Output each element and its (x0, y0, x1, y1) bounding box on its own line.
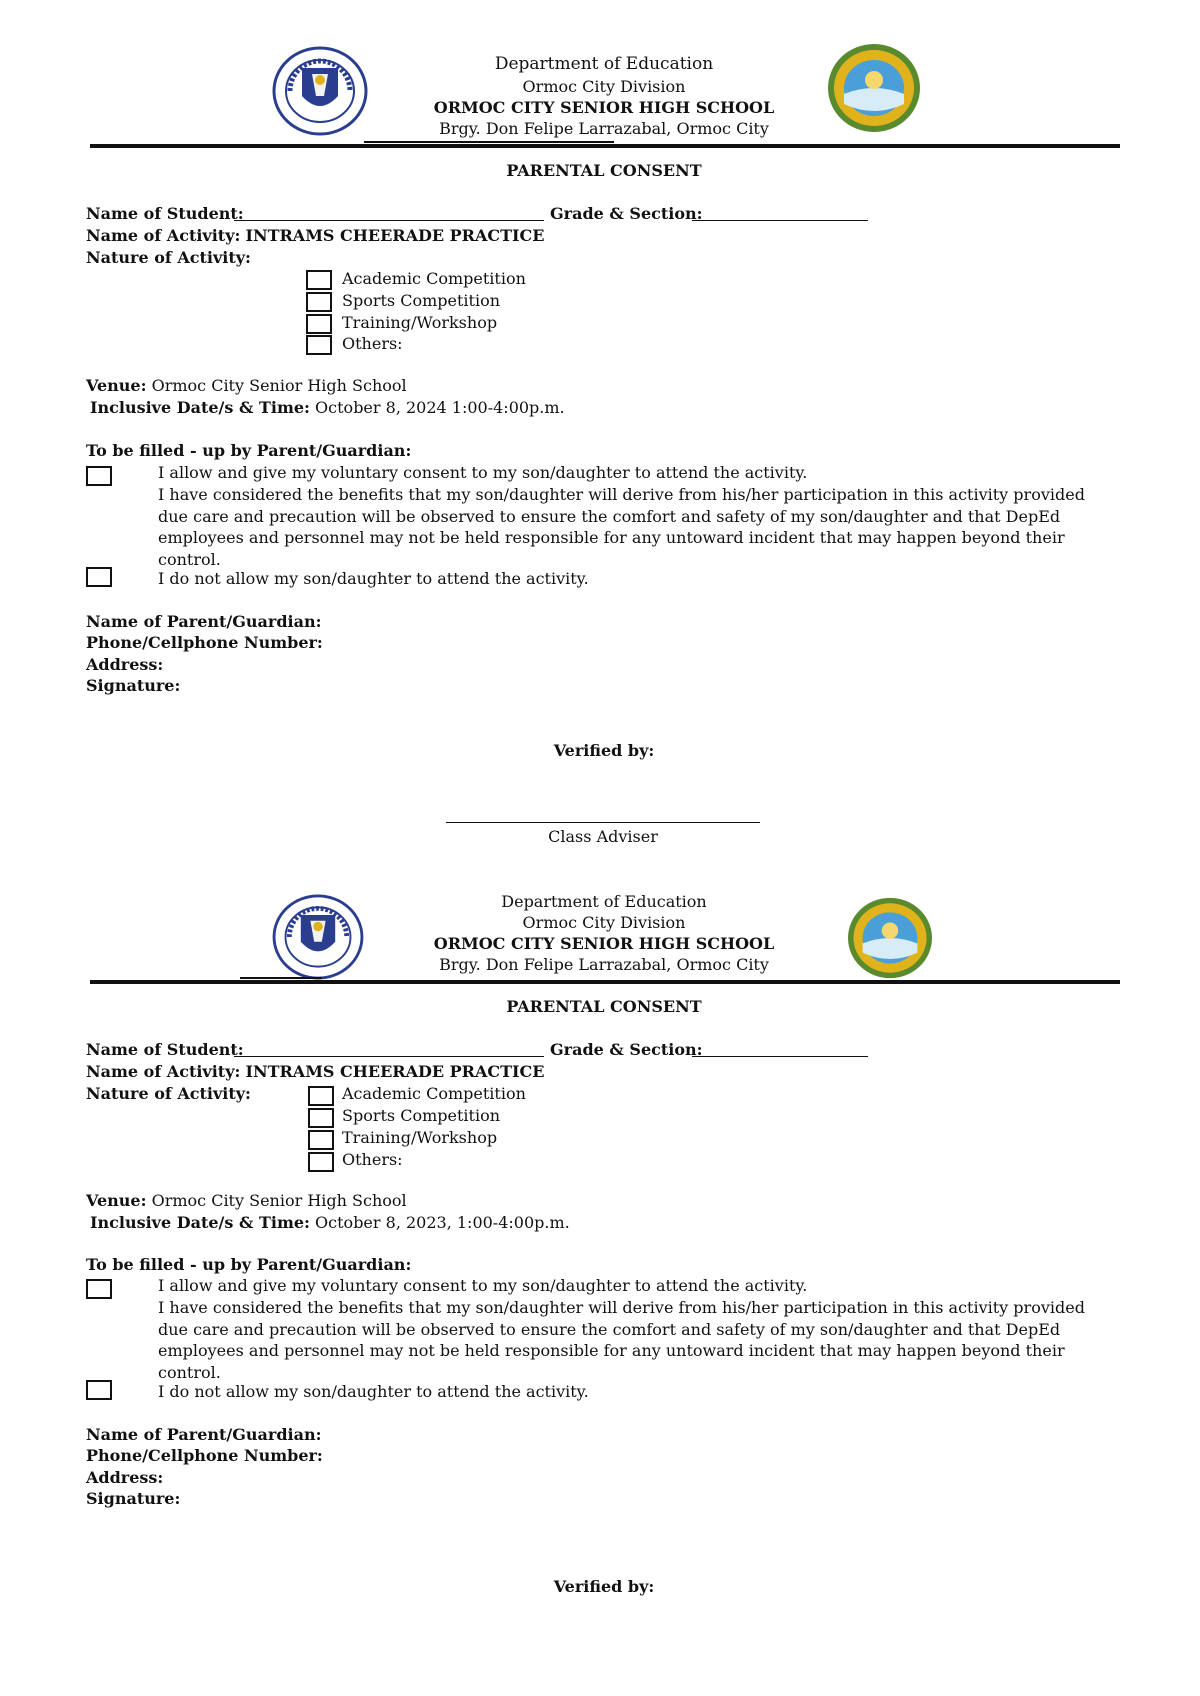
verified-by-label: Verified by: (553, 1577, 655, 1596)
activity-name-label: Name of Activity: (86, 226, 241, 245)
form-title: PARENTAL CONSENT (506, 997, 702, 1016)
signature-label: Signature: (86, 1489, 181, 1508)
header-school-name: ORMOC CITY SENIOR HIGH SCHOOL (433, 98, 775, 117)
phone-number-label: Phone/Cellphone Number: (86, 1446, 323, 1465)
consent-statement: I have considered the benefits that my son/daughter will derive from his/her participation in this activity provided due care and precaution will be observed to ensure the comfort and safety of my son/daughter and that DepEd employees and personnel may not be held responsible for any untoward incident that may happen beyond their control. (158, 485, 1085, 569)
activity-name-value: INTRAMS CHEERADE PRACTICE (245, 1062, 545, 1081)
student-name-field[interactable] (234, 207, 544, 221)
others-checkbox[interactable] (308, 1152, 334, 1172)
parent-section-label: To be filled - up by Parent/Guardian: (86, 441, 412, 460)
consent-statement: I have considered the benefits that my son/daughter will derive from his/her participation in this activity provided due care and precaution will be observed to ensure the comfort and safety of my son/daughter and that DepEd employees and personnel may not be held responsible for any untoward incident that may happen beyond their control. (158, 1298, 1085, 1382)
academic-competition-checkbox[interactable] (308, 1086, 334, 1106)
allow-consent-checkbox[interactable] (86, 466, 112, 486)
header-divider-thin (364, 141, 614, 143)
date-time-value: October 8, 2024 1:00-4:00p.m. (315, 398, 565, 417)
date-time-row (90, 1213, 570, 1232)
header-division: Ormoc City Division (522, 77, 686, 96)
parent-section-label: To be filled - up by Parent/Guardian: (86, 1255, 412, 1274)
allow-consent-text: I allow and give my voluntary consent to my son/daughter to attend the activity. (158, 1276, 808, 1295)
parent-name-label: Name of Parent/Guardian: (86, 612, 322, 631)
header-department: Department of Education (494, 54, 714, 74)
date-time-label: Inclusive Date/s & Time: (90, 398, 310, 417)
sports-competition-label: Sports Competition (342, 291, 500, 310)
activity-name-value: INTRAMS CHEERADE PRACTICE (245, 226, 545, 245)
date-time-label: Inclusive Date/s & Time: (90, 1213, 310, 1232)
grade-section-label: Grade & Section: (550, 1040, 703, 1059)
disallow-consent-checkbox[interactable] (86, 567, 112, 587)
address-label: Address: (86, 655, 164, 674)
verified-by-label: Verified by: (553, 741, 655, 760)
venue-row (86, 376, 407, 395)
adviser-signature-line[interactable] (446, 822, 760, 823)
phone-number-label: Phone/Cellphone Number: (86, 633, 323, 652)
others-checkbox[interactable] (306, 335, 332, 355)
sports-competition-checkbox[interactable] (308, 1108, 334, 1128)
parental-consent-form-1 (0, 0, 1200, 846)
grade-section-field[interactable] (692, 207, 868, 221)
venue-label: Venue: (86, 1191, 147, 1210)
sports-competition-checkbox[interactable] (306, 292, 332, 312)
signature-label: Signature: (86, 676, 181, 695)
class-adviser-label: Class Adviser (548, 827, 658, 846)
disallow-consent-text: I do not allow my son/daughter to attend the activity. (158, 569, 589, 588)
venue-label: Venue: (86, 376, 147, 395)
nature-of-activity-label: Nature of Activity: (86, 248, 251, 267)
school-seal-icon (826, 42, 922, 134)
parental-consent-form-2 (0, 836, 1200, 1676)
date-time-row (90, 398, 565, 417)
disallow-consent-text: I do not allow my son/daughter to attend the activity. (158, 1382, 589, 1401)
deped-seal-icon (272, 894, 364, 980)
header-divider (90, 980, 1120, 984)
activity-name-row (86, 226, 544, 245)
header-division: Ormoc City Division (522, 913, 686, 932)
activity-name-row (86, 1062, 544, 1081)
header-divider (90, 144, 1120, 148)
academic-competition-checkbox[interactable] (306, 270, 332, 290)
header-address: Brgy. Don Felipe Larrazabal, Ormoc City (439, 955, 769, 974)
venue-value: Ormoc City Senior High School (151, 1191, 407, 1210)
address-label: Address: (86, 1468, 164, 1487)
header-divider-thin (240, 977, 322, 979)
student-name-label: Name of Student: (86, 204, 244, 223)
others-label: Others: (342, 1150, 403, 1169)
training-workshop-checkbox[interactable] (308, 1130, 334, 1150)
allow-consent-text: I allow and give my voluntary consent to my son/daughter to attend the activity. (158, 463, 808, 482)
disallow-consent-checkbox[interactable] (86, 1380, 112, 1400)
grade-section-label: Grade & Section: (550, 204, 703, 223)
header-address: Brgy. Don Felipe Larrazabal, Ormoc City (439, 119, 769, 138)
student-name-label: Name of Student: (86, 1040, 244, 1059)
activity-name-label: Name of Activity: (86, 1062, 241, 1081)
sports-competition-label: Sports Competition (342, 1106, 500, 1125)
venue-row (86, 1191, 407, 1210)
training-workshop-label: Training/Workshop (342, 1128, 498, 1147)
student-name-field[interactable] (234, 1043, 544, 1057)
training-workshop-checkbox[interactable] (306, 314, 332, 334)
header-department: Department of Education (501, 892, 707, 911)
training-workshop-label: Training/Workshop (342, 313, 498, 332)
academic-competition-label: Academic Competition (342, 269, 526, 288)
school-seal-icon (846, 896, 934, 980)
form-title: PARENTAL CONSENT (506, 161, 702, 180)
allow-consent-checkbox[interactable] (86, 1279, 112, 1299)
parent-name-label: Name of Parent/Guardian: (86, 1425, 322, 1444)
date-time-value: October 8, 2023, 1:00-4:00p.m. (315, 1213, 570, 1232)
nature-of-activity-label: Nature of Activity: (86, 1084, 251, 1103)
venue-value: Ormoc City Senior High School (151, 376, 407, 395)
deped-seal-icon (272, 46, 368, 136)
others-label: Others: (342, 334, 403, 353)
header-school-name: ORMOC CITY SENIOR HIGH SCHOOL (433, 934, 775, 953)
academic-competition-label: Academic Competition (342, 1084, 526, 1103)
grade-section-field[interactable] (692, 1043, 868, 1057)
